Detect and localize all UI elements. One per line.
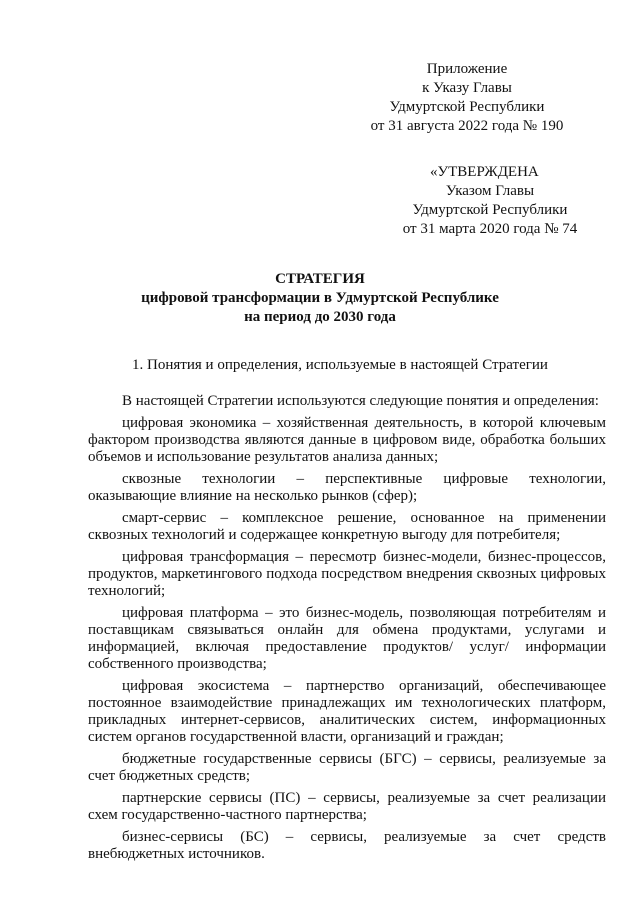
document-title <box>100 270 540 327</box>
attachment-line: от 31 августа 2022 года № 190 <box>370 118 564 134</box>
document-body <box>88 393 606 868</box>
approved-line: Указом Главы <box>445 183 535 199</box>
paragraph: цифровая платформа – это бизнес-модель, позволяющая потребителям и поставщикам связываться онлайн для обмена продуктами, услугами и информацией, включая предоставление продуктов/ услуг/ информации собственного производства; <box>88 605 606 672</box>
title-line: СТРАТЕГИЯ <box>275 271 365 287</box>
approved-line: «УТВЕРЖДЕНА <box>430 164 539 180</box>
paragraph: цифровая экосистема – партнерство организаций, обеспечивающее постоянное взаимодействие принадлежащих им технологических платформ, прикладных интернет-сервисов, аналитических систем, информационных систем органов государственной власти, организаций и граждан; <box>88 678 606 745</box>
paragraph: цифровая трансформация – пересмотр бизнес-модели, бизнес-процессов, продуктов, маркетингового подхода посредством внедрения сквозных цифровых технологий; <box>88 549 606 599</box>
paragraph: сквозные технологии – перспективные цифровые технологии, оказывающие влияние на несколько рынков (сфер); <box>88 471 606 504</box>
attachment-line: Приложение <box>426 61 508 77</box>
paragraph: В настоящей Стратегии используются следующие понятия и определения: <box>122 393 599 409</box>
approved-line: от 31 марта 2020 года № 74 <box>402 221 578 237</box>
title-line: на период до 2030 года <box>244 309 396 325</box>
paragraph: бизнес-сервисы (БС) – сервисы, реализуемые за счет средств внебюджетных источников. <box>88 829 606 862</box>
paragraph: цифровая экономика – хозяйственная деятельность, в которой ключевым фактором производства являются данные в цифровом виде, обработка больших объемов и использование результатов анализа данных; <box>88 415 606 465</box>
title-line: цифровой трансформации в Удмуртской Республике <box>141 290 499 306</box>
approved-block <box>395 163 585 239</box>
paragraph: бюджетные государственные сервисы (БГС) – сервисы, реализуемые за счет бюджетных средств; <box>88 751 606 784</box>
attachment-block <box>352 60 582 136</box>
approved-line: Удмуртской Республики <box>412 202 568 218</box>
attachment-line: к Указу Главы <box>422 80 512 96</box>
attachment-line: Удмуртской Республики <box>389 99 545 115</box>
section-heading: 1. Понятия и определения, используемые в настоящей Стратегии <box>132 357 548 373</box>
paragraph: смарт-сервис – комплексное решение, основанное на применении сквозных технологий и содержащее конкретную выгоду для потребителя; <box>88 510 606 543</box>
paragraph: партнерские сервисы (ПС) – сервисы, реализуемые за счет реализации схем государственно-частного партнерства; <box>88 790 606 823</box>
